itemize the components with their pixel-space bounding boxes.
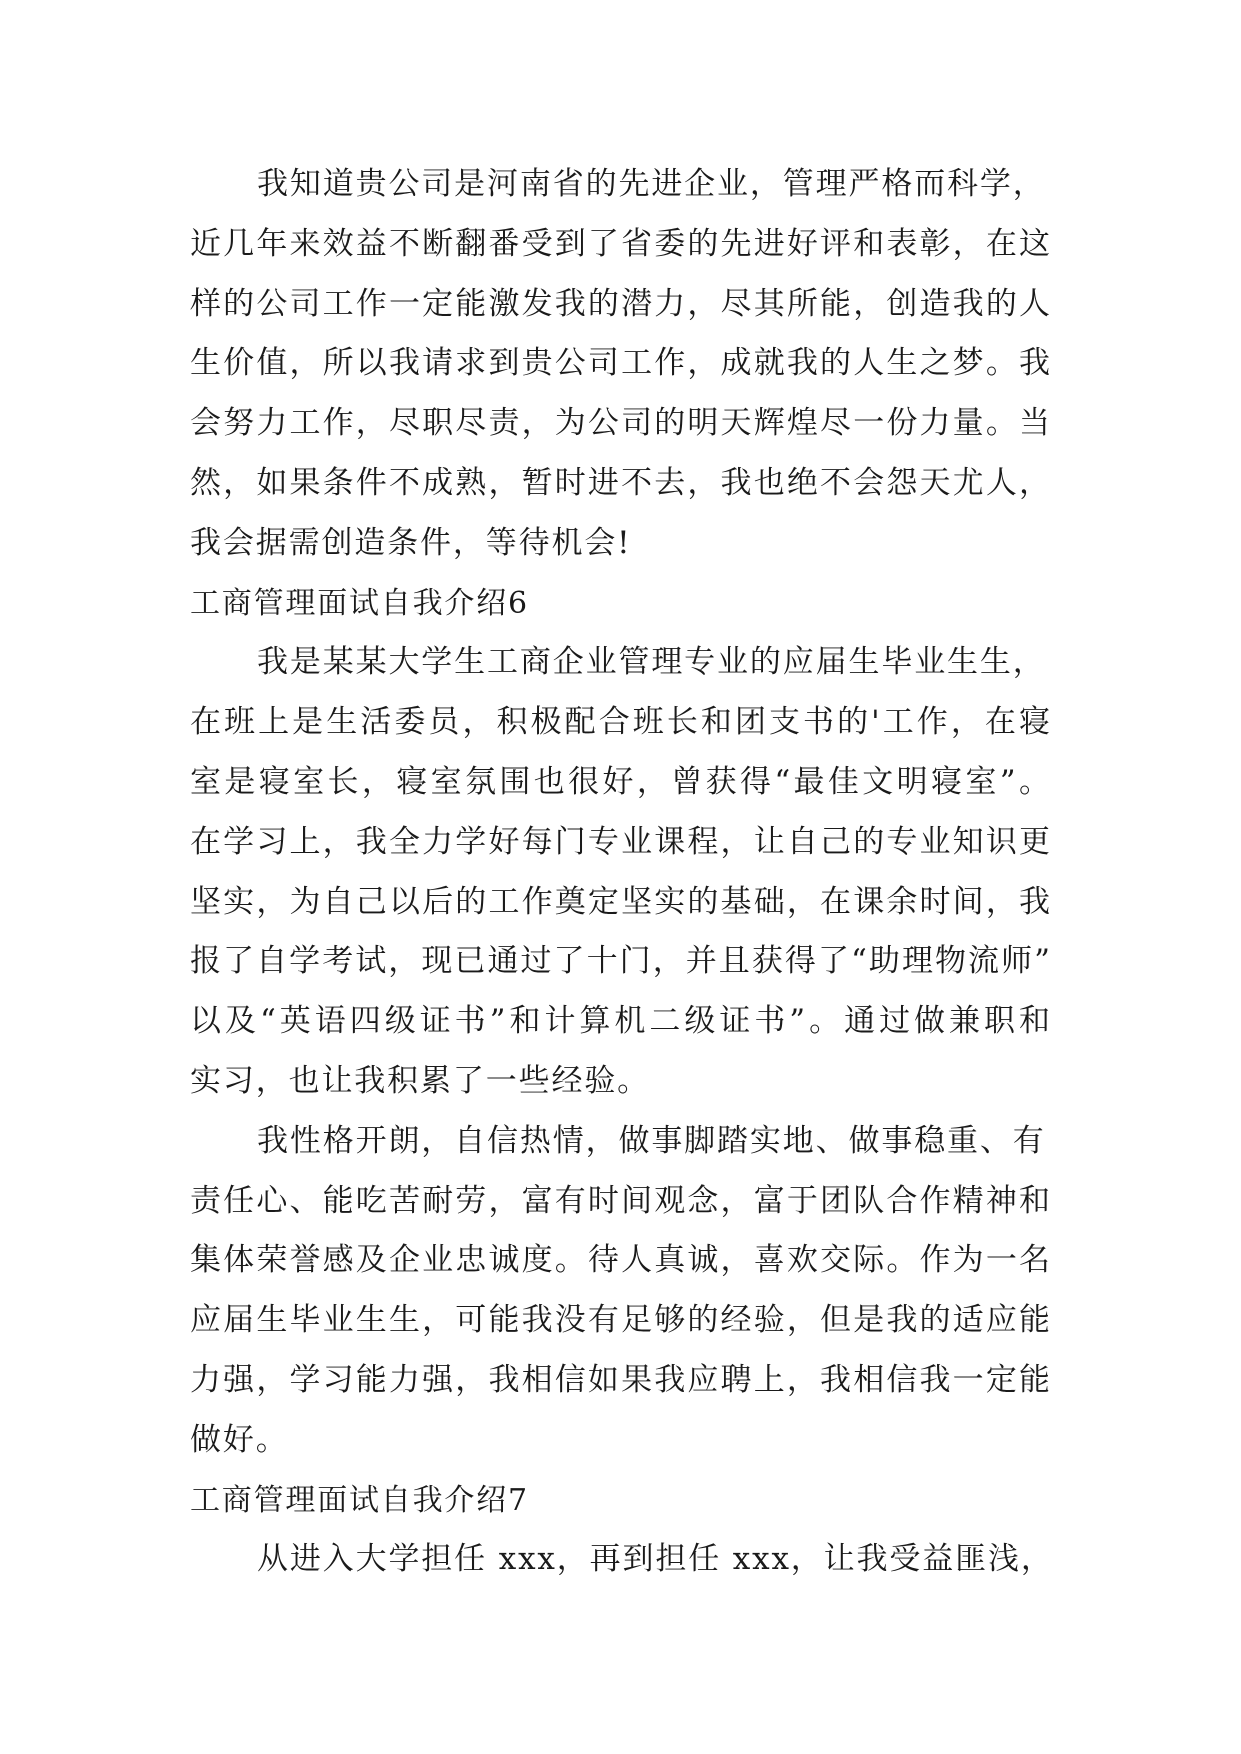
text-line: 力强，学习能力强，我相信如果我应聘上，我相信我一定能 (190, 1361, 1050, 1398)
paragraph-student (190, 633, 1050, 1111)
document-body (190, 155, 1054, 1590)
text-line: 以及“英语四级证书”和计算机二级证书”。通过做兼职和 (190, 1003, 1050, 1040)
section-heading: 工商管理面试自我介绍6 (190, 585, 529, 621)
paragraph-company (190, 155, 1050, 574)
text-line: 我会据需创造条件，等待机会! (190, 524, 632, 561)
text-line: 责任心、能吃苦耐劳，富有时间观念，富于团队合作精神和 (190, 1182, 1050, 1219)
text-line: 应届生毕业生生，可能我没有足够的经验，但是我的适应能 (190, 1302, 1050, 1339)
text-line: 做好。 (190, 1421, 289, 1458)
text-line: 集体荣誉感及企业忠诚度。待人真诚，喜欢交际。作为一名 (190, 1242, 1050, 1279)
paragraph-personality (190, 1112, 1050, 1471)
paragraph-university (190, 1530, 1054, 1590)
text-line: 生价值，所以我请求到贵公司工作，成就我的人生之梦。我 (190, 345, 1050, 382)
text-line: 样的公司工作一定能激发我的潜力，尽其所能，创造我的人 (190, 285, 1050, 322)
text-line: 近几年来效益不断翻番受到了省委的先进好评和表彰，在这 (190, 225, 1050, 262)
text-line: 我性格开朗，自信热情，做事脚踏实地、做事稳重、有 (257, 1122, 1046, 1159)
text-line: 报了自学考试，现已通过了十门，并且获得了“助理物流师” (190, 943, 1050, 980)
text-line: 在班上是生活委员，积极配合班长和团支书的'工作，在寝 (190, 704, 1050, 741)
text-line: 会努力工作，尽职尽责，为公司的明天辉煌尽一份力量。当 (190, 405, 1050, 442)
text-line: 我知道贵公司是河南省的先进企业，管理严格而科学， (257, 166, 1046, 202)
text-line: 在学习上，我全力学好每门专业课程，让自己的专业知识更 (190, 823, 1050, 860)
text-line: 坚实，为自己以后的工作奠定坚实的基础，在课余时间，我 (190, 883, 1050, 920)
text-line: 然，如果条件不成熟，暂时进不去，我也绝不会怨天尤人， (190, 464, 1050, 501)
text-line: 从进入大学担任 xxx，再到担任 xxx，让我受益匪浅， (257, 1541, 1054, 1578)
text-line: 室是寝室长，寝室氛围也很好，曾获得“最佳文明寝室”。 (190, 763, 1050, 800)
section-heading: 工商管理面试自我介绍7 (190, 1482, 529, 1518)
text-line: 我是某某大学生工商企业管理专业的应届生毕业生生， (257, 644, 1046, 681)
text-line: 实习，也让我积累了一些经验。 (190, 1062, 651, 1099)
